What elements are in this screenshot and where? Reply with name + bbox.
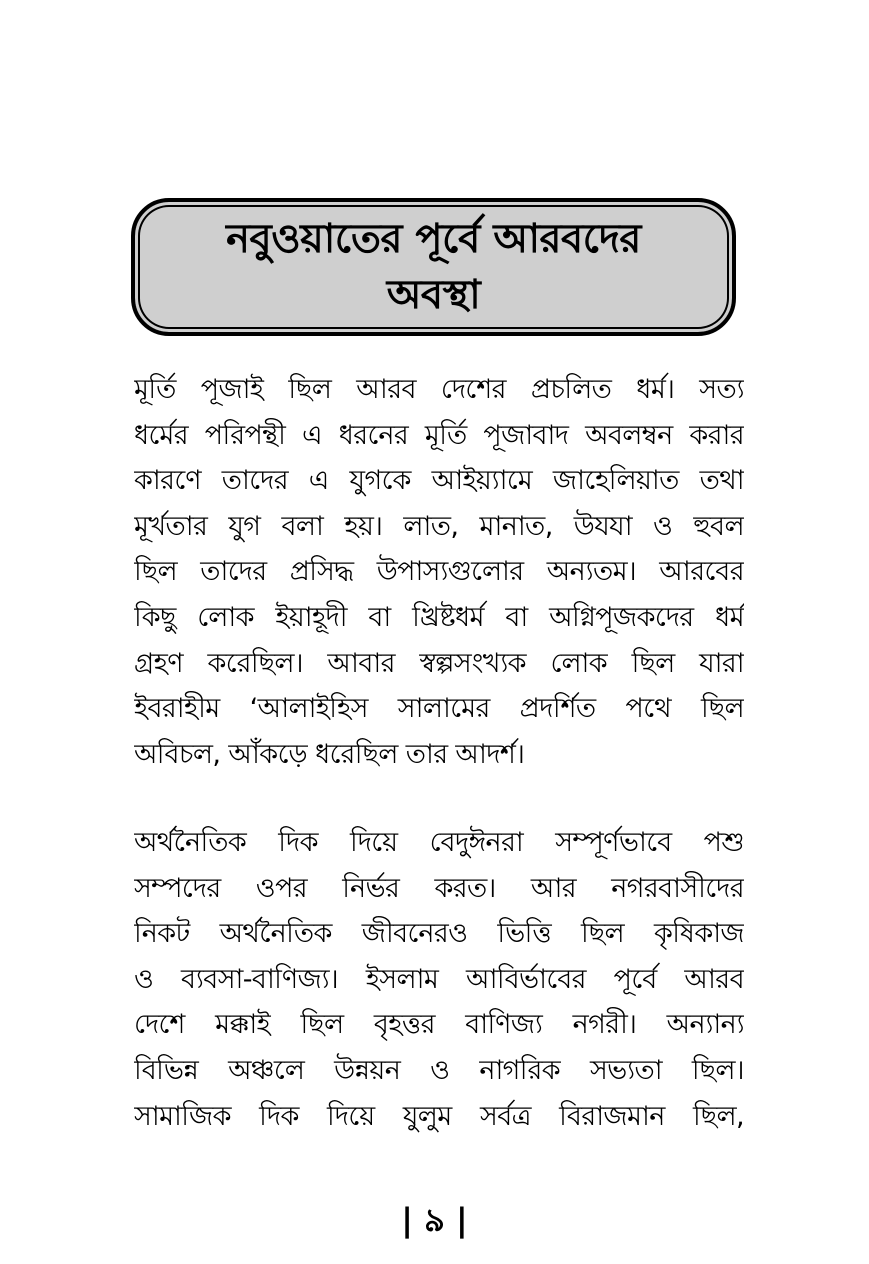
text-line: মূর্তি পূজাই ছিল আরব দেশের প্রচলিত ধর্ম। সত্য: [134, 374, 744, 405]
text-line: ও ব্যবসা-বাণিজ্য। ইসলাম আবির্ভাবের পূর্বে আরব: [134, 963, 744, 995]
paragraph-1: [134, 367, 744, 777]
text-line: নিকট অর্থনৈতিক জীবনেরও ভিত্তি ছিল কৃষিকাজ: [134, 918, 744, 950]
text-line: অবিচল, আঁকড়ে ধরেছিল তার আদর্শ।: [134, 738, 525, 770]
text-line: ছিল তাদের প্রসিদ্ধ উপাস্যগুলোর অন্যতম। আরবের: [134, 556, 744, 588]
text-line: কিছু লোক ইয়াহূদী বা খ্রিষ্টধর্ম বা অগ্নিপূজকদের ধর্ম: [134, 601, 744, 633]
text-line: ইবরাহীম ‘আলাইহিস সালামের প্রদর্শিত পথে ছিল: [134, 693, 744, 725]
paragraph-2: [134, 820, 744, 1139]
text-line: মূর্খতার যুগ বলা হয়। লাত, মানাত, উযযা ও হুবল: [134, 510, 744, 542]
text-line: গ্রহণ করেছিল। আবার স্বল্পসংখ্যক লোক ছিল যারা: [134, 647, 744, 679]
chapter-title-line-1: নবুওয়াতের পূর্বে আরবদের: [226, 216, 641, 262]
text-line: কারণে তাদের এ যুগকে আইয়্যামে জাহেলিয়াত তথা: [134, 465, 744, 497]
text-line: সামাজিক দিক দিয়ে যুলুম সর্বত্র বিরাজমান ছিল,: [134, 1100, 744, 1132]
text-line: বিভিন্ন অঞ্চলে উন্নয়ন ও নাগরিক সভ্যতা ছিল।: [134, 1054, 744, 1086]
text-line: সম্পদের ওপর নির্ভর করত। আর নগরবাসীদের: [134, 872, 744, 904]
text-line: অর্থনৈতিক দিক দিয়ে বেদুঈনরা সম্পূর্ণভাবে পশু: [134, 827, 744, 858]
chapter-title-line-2: অবস্থা: [386, 272, 481, 318]
text-line: ধর্মের পরিপন্থী এ ধরনের মূর্তি পূজাবাদ অবলম্বন করার: [134, 419, 744, 451]
text-line: দেশে মক্কাই ছিল বৃহত্তর বাণিজ্য নগরী। অন্যান্য: [134, 1009, 744, 1041]
page-number: | ৯ |: [401, 1201, 468, 1239]
chapter-title-box: [131, 198, 736, 336]
